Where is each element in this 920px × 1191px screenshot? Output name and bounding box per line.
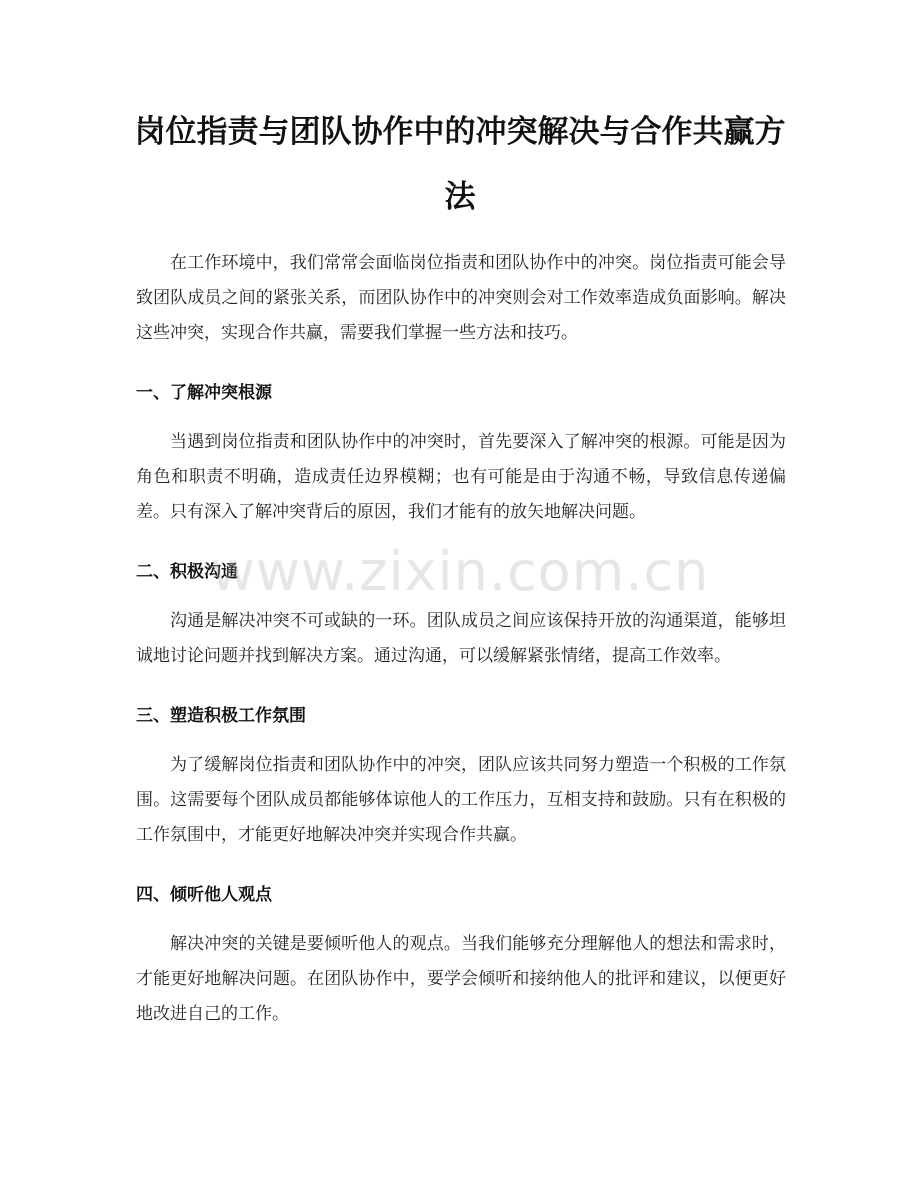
section-paragraph: 解决冲突的关键是要倾听他人的观点。当我们能够充分理解他人的想法和需求时，才能更好地解决问题。在团队协作中，要学会倾听和接纳他人的批评和建议，以便更好地改进自己的工作。	[136, 934, 786, 1024]
section-communicate	[136, 562, 786, 674]
document-title: 岗位指责与团队协作中的冲突解决与合作共赢方法	[134, 114, 786, 215]
section-paragraph: 沟通是解决冲突不可或缺的一环。团队成员之间应该保持开放的沟通渠道，能够坦诚地讨论问题并找到解决方案。通过沟通，可以缓解紧张情绪，提高工作效率。	[136, 611, 786, 666]
section-paragraph: 当遇到岗位指责和团队协作中的冲突时，首先要深入了解冲突的根源。可能是因为角色和职责不明确，造成责任边界模糊；也有可能是由于沟通不畅，导致信息传递偏差。只有深入了解冲突背后的原因，我们才能有的放矢地解决问题。	[136, 432, 786, 522]
section-heading: 三、塑造积极工作氛围	[136, 706, 306, 726]
section-paragraph: 为了缓解岗位指责和团队协作中的冲突，团队应该共同努力塑造一个积极的工作氛围。这需要每个团队成员都能够体谅他人的工作压力，互相支持和鼓励。只有在积极的工作氛围中，才能更好地解决冲突并实现合作共赢。	[136, 755, 786, 845]
section-heading: 一、了解冲突根源	[136, 383, 272, 403]
watermark: www.zixin.com.cn	[210, 540, 710, 603]
section-heading: 二、积极沟通	[136, 562, 238, 582]
section-atmosphere	[136, 706, 786, 853]
section-heading: 四、倾听他人观点	[136, 885, 272, 905]
section-understand-root	[136, 383, 786, 530]
document-body	[136, 246, 786, 1064]
section-listen	[136, 885, 786, 1032]
intro-paragraph: 在工作环境中，我们常常会面临岗位指责和团队协作中的冲突。岗位指责可能会导致团队成员之间的紧张关系，而团队协作中的冲突则会对工作效率造成负面影响。解决这些冲突，实现合作共赢，需要我们掌握一些方法和技巧。	[136, 253, 786, 343]
